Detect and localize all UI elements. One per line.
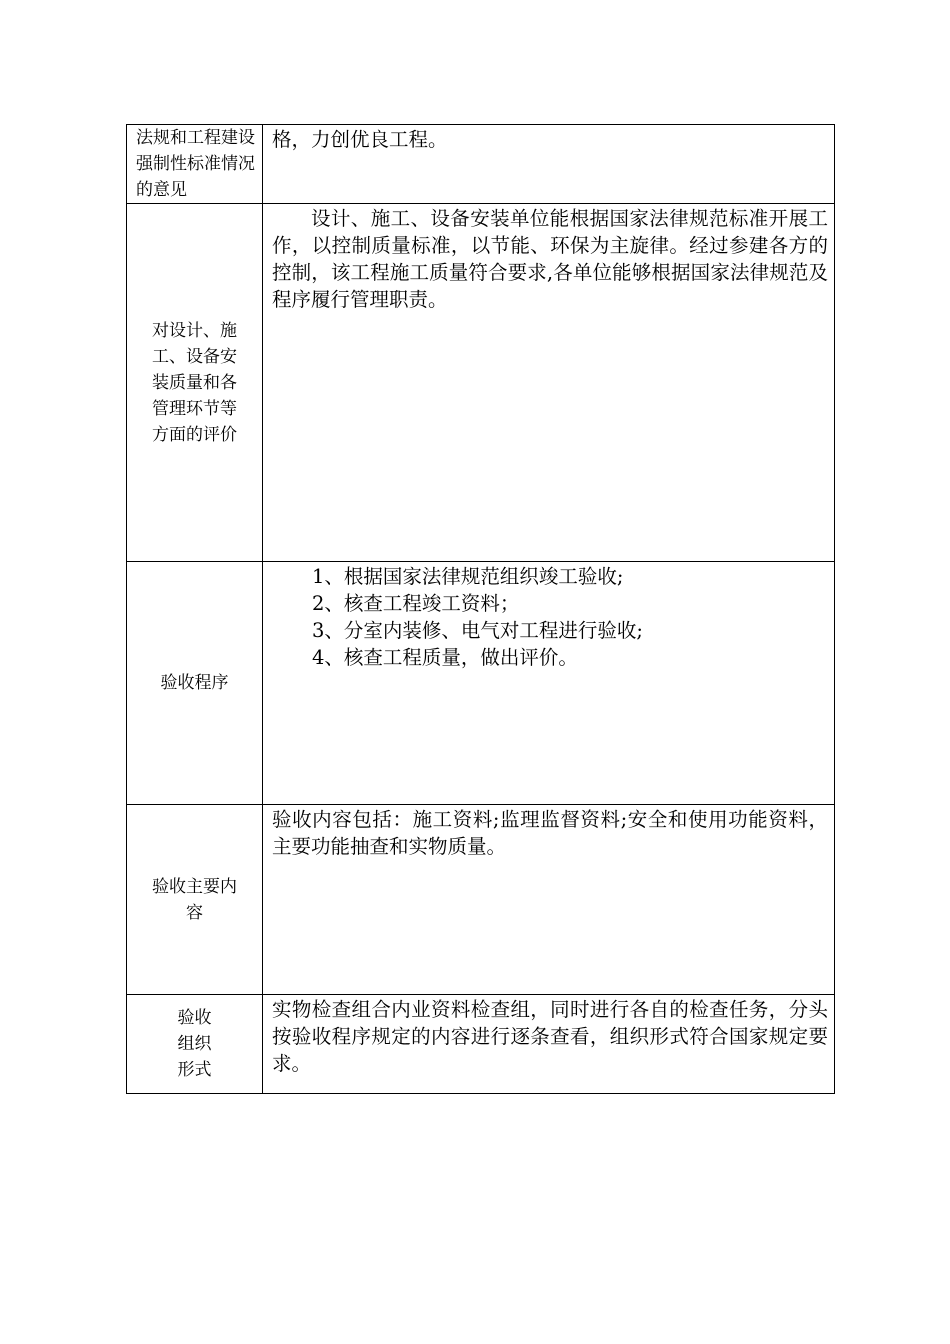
row-label-text: 验收主要内容: [152, 876, 237, 923]
row-label-text: 法规和工程建设强制性标准情况的意见: [136, 128, 255, 200]
row-content-text: 验收内容包括：施工资料;监理监督资料;安全和使用功能资料，主要功能抽查和实物质量。: [272, 808, 828, 858]
row-content-procedure: [263, 562, 835, 805]
row-label-procedure: [127, 562, 263, 805]
list-item: 1、根据国家法律规范组织竣工验收;: [312, 565, 624, 588]
row-label-text: 验收程序: [160, 673, 229, 693]
row-label-organization: [127, 995, 263, 1094]
row-content-main-content: [263, 805, 835, 995]
list-item: 4、核查工程质量，做出评价。: [312, 646, 578, 669]
acceptance-record-table: [126, 124, 835, 1094]
row-content-organization: [263, 995, 835, 1094]
row-content-text: 实物检查组合内业资料检查组，同时进行各自的检查任务，分头按验收程序规定的内容进行逐条查看，组织形式符合国家规定要求。: [272, 998, 828, 1075]
table-row: [127, 125, 835, 204]
row-content-text: 设计、施工、设备安装单位能根据国家法律规范标准开展工作，以控制质量标准，以节能、环保为主旋律。经过参建各方的控制，该工程施工质量符合要求,各单位能够根据国家法律规范及程序履行管理职责。: [272, 207, 828, 311]
row-label-regulations-opinion: [127, 125, 263, 204]
row-label-main-content: [127, 805, 263, 995]
row-content-regulations-opinion: [263, 125, 835, 204]
list-item: 3、分室内装修、电气对工程进行验收;: [312, 619, 643, 642]
row-label-evaluation: [127, 204, 263, 562]
table-row: [127, 562, 835, 805]
row-content-evaluation: [263, 204, 835, 562]
table-row: [127, 995, 835, 1094]
row-content-text: 格，力创优良工程。: [272, 128, 448, 151]
table-row: [127, 204, 835, 562]
list-item: 2、核查工程竣工资料；: [312, 592, 520, 615]
table-row: [127, 805, 835, 995]
row-label-text: 验收组织形式: [177, 1008, 212, 1080]
row-label-text: 对设计、施工、设备安装质量和各管理环节等方面的评价: [152, 320, 237, 445]
